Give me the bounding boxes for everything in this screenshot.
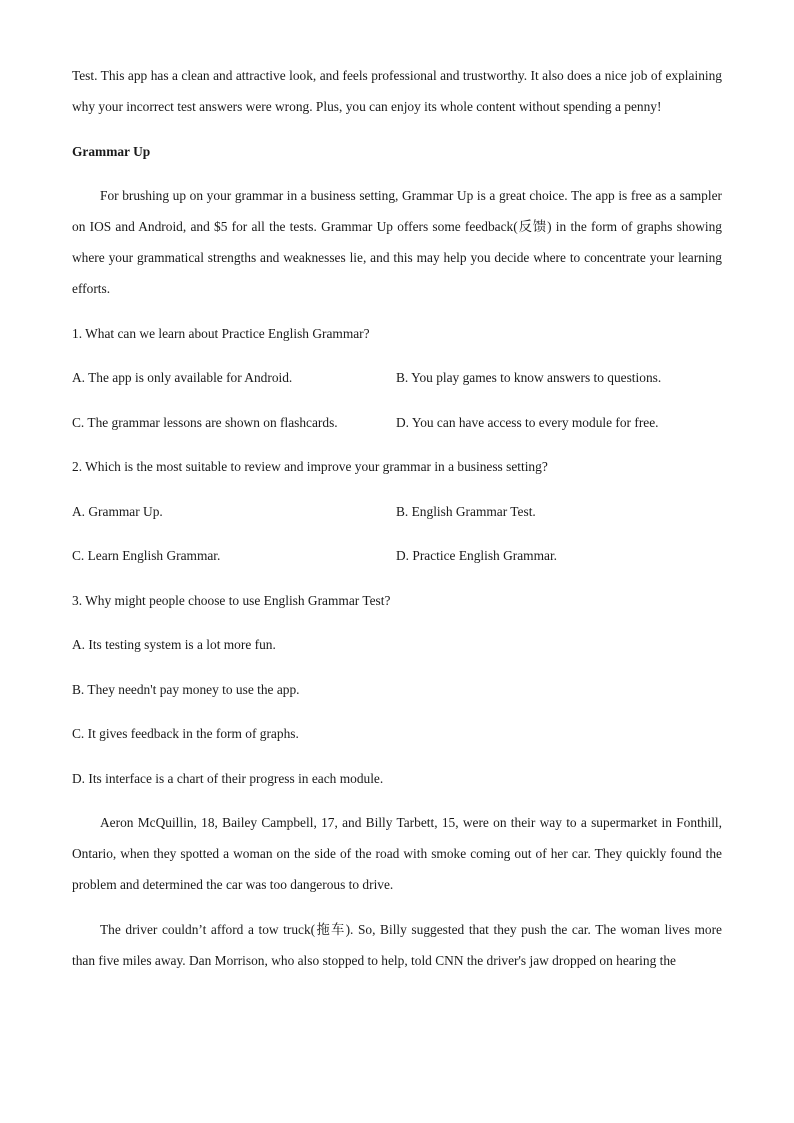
question-2-option-d: D. Practice English Grammar.: [396, 548, 558, 563]
spacer: [72, 794, 722, 808]
spacer: [72, 167, 722, 181]
spacer: [72, 349, 722, 363]
spacer: [72, 438, 722, 452]
spacer: [72, 527, 722, 541]
question-3-option-a: A. Its testing system is a lot more fun.: [72, 637, 276, 652]
spacer: [72, 705, 722, 719]
document-page: [72, 60, 722, 976]
question-1-stem: 1. What can we learn about Practice English Grammar?: [72, 325, 370, 341]
question-3-stem: 3. Why might people choose to use English Grammar Test?: [72, 592, 391, 608]
spacer: [72, 616, 722, 630]
question-2-option-a: A. Grammar Up.: [72, 503, 163, 519]
passage-b-paragraph-1: Aeron McQuillin, 18, Bailey Campbell, 17, and Billy Tarbett, 15, were on their way to a supermarket in Fonthill, Ontario, when they spotted a woman on the side of the road with smoke coming out of her car. They quickly found the problem and determined the car was too dangerous to drive.: [72, 815, 722, 892]
question-2-option-b: B. English Grammar Test.: [396, 503, 536, 519]
question-1-option-b: B. You play games to know answers to questions.: [396, 370, 662, 385]
question-3-option-b: B. They needn't pay money to use the app.: [72, 681, 300, 697]
question-1-option-c: C. The grammar lessons are shown on flashcards.: [72, 414, 338, 430]
section-heading-grammar-up: Grammar Up: [72, 143, 151, 159]
spacer: [72, 393, 722, 407]
question-2-stem: 2. Which is the most suitable to review and improve your grammar in a business setting?: [72, 459, 548, 474]
spacer: [72, 482, 722, 496]
spacer: [72, 304, 722, 318]
intro-paragraph: Test. This app has a clean and attractive look, and feels professional and trustworthy. It also does a nice job of explaining why your incorrect test answers were wrong. Plus, you can enjoy its whole content without spending a penny!: [72, 68, 722, 114]
question-2-options-row-2: [72, 540, 722, 571]
question-1-option-d: D. You can have access to every module for free.: [396, 414, 659, 430]
question-1-option-a: A. The app is only available for Android.: [72, 370, 293, 385]
question-1-options-row-1: [72, 362, 722, 393]
spacer: [72, 749, 722, 763]
spacer: [72, 571, 722, 585]
spacer: [72, 660, 722, 674]
spacer: [72, 122, 722, 136]
question-3-option-c: C. It gives feedback in the form of graphs.: [72, 726, 299, 741]
spacer: [72, 900, 722, 914]
question-3-option-d: D. Its interface is a chart of their progress in each module.: [72, 770, 384, 786]
question-2-options-row-1: [72, 496, 722, 527]
grammar-up-paragraph: For brushing up on your grammar in a business setting, Grammar Up is a great choice. The app is free as a sampler on IOS and Android, and $5 for all the tests. Grammar Up offers some feedback(反馈) in the form of graphs showing where your grammatical strengths and weaknesses lie, and this may help you decide where to concentrate your learning efforts.: [72, 188, 722, 296]
passage-b-paragraph-2: The driver couldn’t afford a tow truck(拖车). So, Billy suggested that they push the car. The woman lives more than five miles away. Dan Morrison, who also stopped to help, told CNN the driver's jaw dropped on hearing the: [72, 921, 722, 968]
question-1-options-row-2: [72, 407, 722, 438]
question-2-option-c: C. Learn English Grammar.: [72, 548, 221, 563]
